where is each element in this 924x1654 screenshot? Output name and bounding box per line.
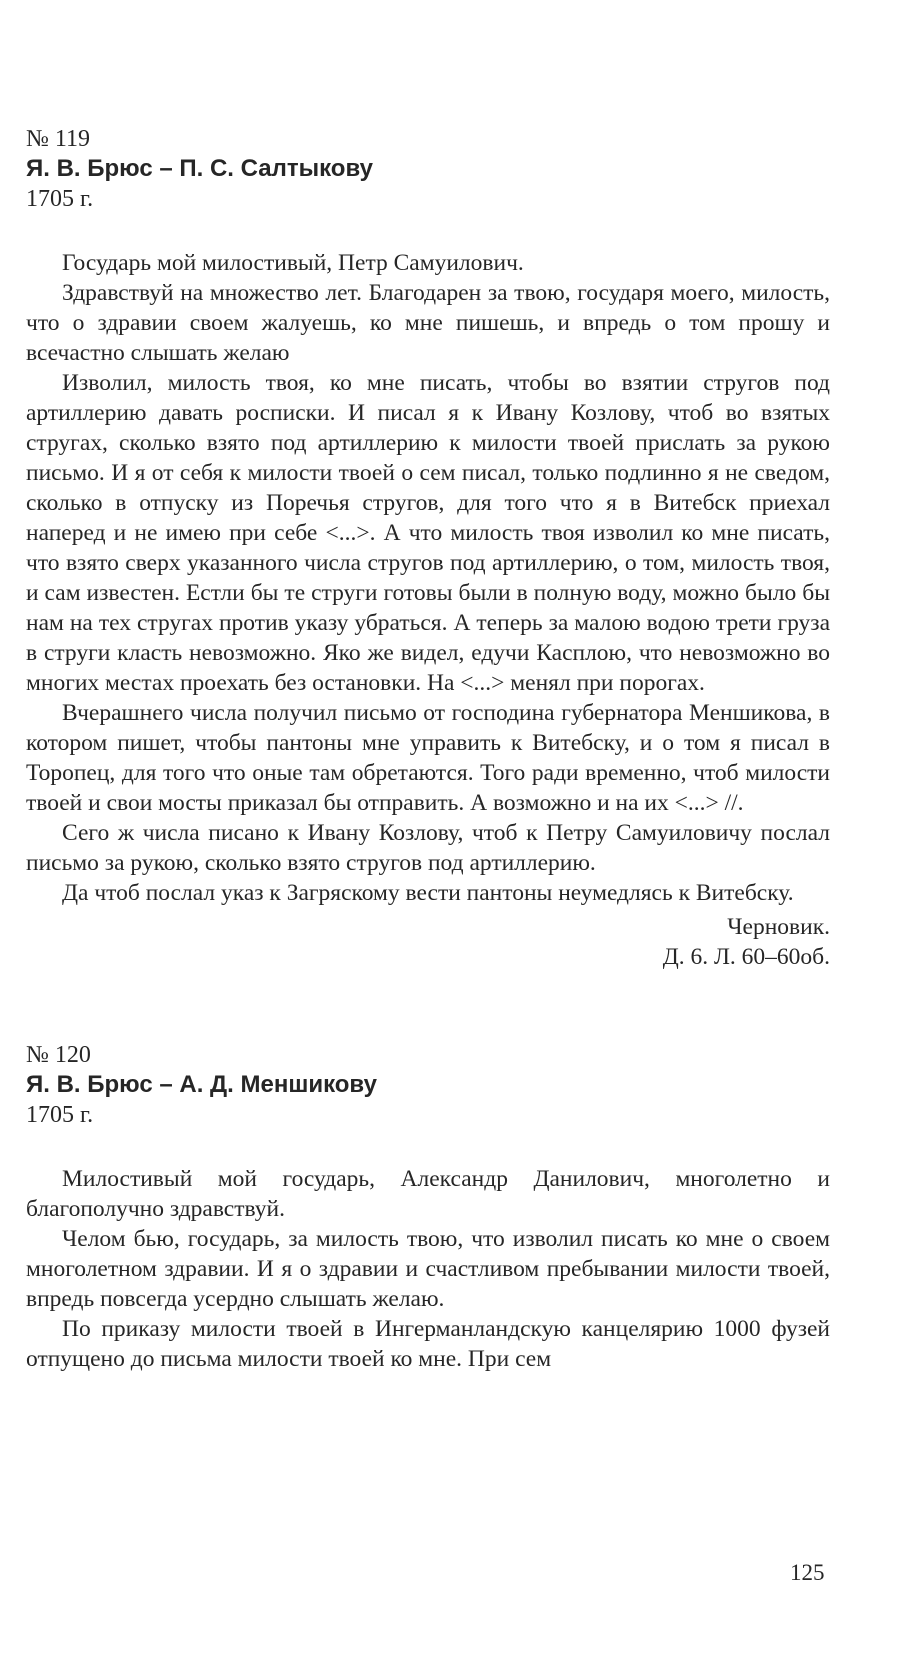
document-119 bbox=[26, 124, 830, 972]
document-year: 1705 г. bbox=[26, 1102, 94, 1128]
document-body bbox=[26, 248, 830, 908]
document-title: Я. В. Брюс – А. Д. Меншикову bbox=[26, 1071, 377, 1098]
document-year: 1705 г. bbox=[26, 186, 94, 212]
document-120 bbox=[26, 1040, 830, 1374]
page-number: 125 bbox=[790, 1560, 825, 1585]
paragraph: Изволил, милость твоя, ко мне писать, чтобы во взятии стругов под артиллерию давать росписки. И писал я к Ивану Козлову, чтоб во взятых стругах, сколько взято под артиллерию к милости твоей прислать за рукою письмо. И я от себя к милости твоей о сем писал, только подлинно я не сведом, сколько в отпуску из Поречья стругов, для того что я в Витебск приехал наперед и не имею при себе <...>. А что милость твоя изволил ко мне писать, что взято сверх указанного числа стругов под артиллерию, о том, милость твоя, и сам известен. Естли бы те струги готовы были в полную воду, можно было бы нам на тех стругах против указу убраться. А теперь за малою водою трети груза в струги класть невозможно. Яко же видел, едучи Касплою, что невозможно во многих местах проехать без остановки. На <...> менял при порогах. bbox=[26, 370, 830, 696]
paragraph: Милостивый мой государь, Александр Данилович, многолетно и благополучно здравствуй. bbox=[26, 1166, 830, 1222]
document-body bbox=[26, 1164, 830, 1374]
paragraph: Да чтоб послал указ к Загряскому вести пантоны неумедлясь к Витебску. bbox=[62, 880, 794, 906]
source-note: Черновик. bbox=[727, 914, 830, 940]
archive-reference: Д. 6. Л. 60–60об. bbox=[662, 944, 830, 970]
document-page bbox=[26, 124, 830, 1374]
paragraph: Сего ж числа писано к Ивану Козлову, чтоб к Петру Самуиловичу послал письмо за рукою, сколько взято стругов под артиллерию. bbox=[26, 820, 830, 876]
document-title: Я. В. Брюс – П. С. Салтыкову bbox=[26, 155, 373, 182]
document-number: № 119 bbox=[26, 126, 91, 152]
paragraph: По приказу милости твоей в Ингерманландскую канцелярию 1000 фузей отпущено до письма милости твоей ко мне. При сем bbox=[26, 1316, 830, 1372]
paragraph: Вчерашнего числа получил письмо от господина губернатора Меншикова, в котором пишет, чтобы пантоны мне управить к Витебску, и о том я писал в Торопец, для того что оные там обретаются. Того ради временно, чтоб милости твоей и свои мосты приказал бы отправить. А возможно и на их <...> //. bbox=[26, 700, 830, 816]
document-number: № 120 bbox=[26, 1042, 91, 1068]
paragraph: Здравствуй на множество лет. Благодарен за твою, государя моего, милость, что о здравии своем жалуешь, ко мне пишешь, и впредь о том прошу и всечастно слышать желаю bbox=[26, 280, 830, 366]
paragraph: Челом бью, государь, за милость твою, что изволил писать ко мне о своем многолетном здравии. И я о здравии и счастливом пребывании милости твоей, впредь повсегда усердно слышать желаю. bbox=[26, 1226, 830, 1312]
paragraph: Государь мой милостивый, Петр Самуилович. bbox=[62, 250, 524, 276]
